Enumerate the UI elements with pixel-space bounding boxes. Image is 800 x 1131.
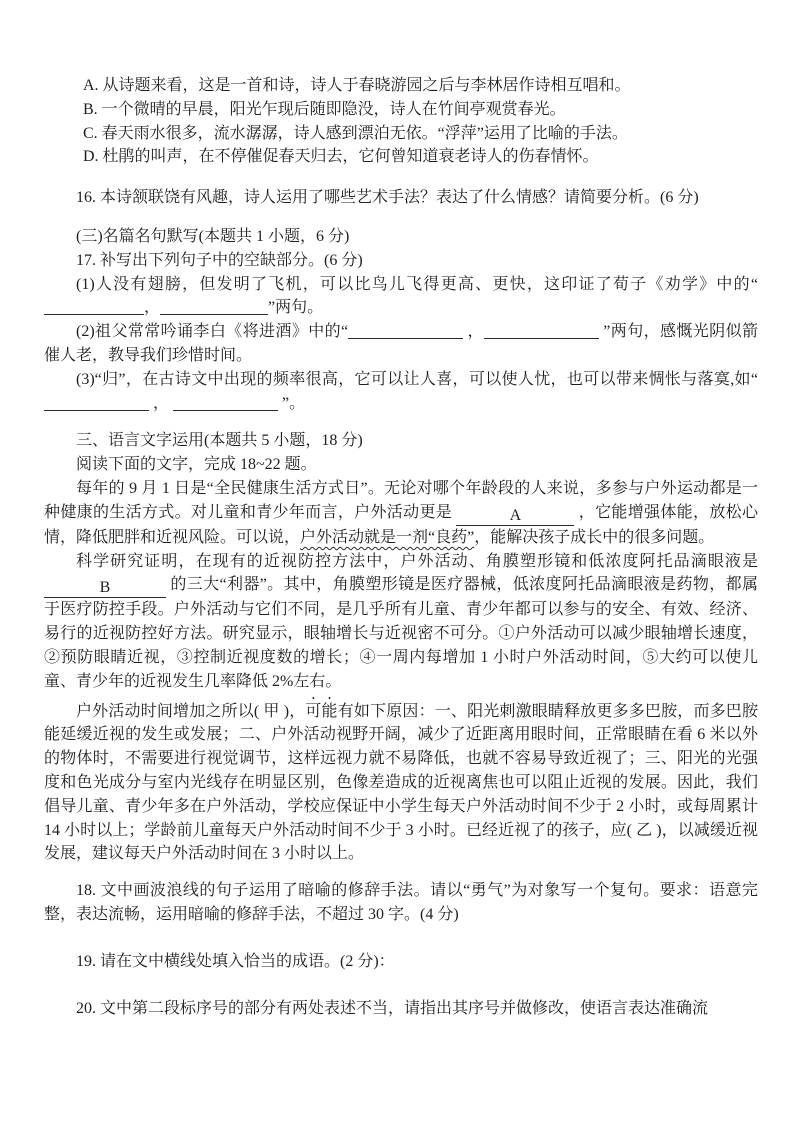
text-segment: 20. 文中第二段标序号的部分有两处表述不当，请指出其序号并做修改，使语言表达准确流 bbox=[76, 999, 709, 1017]
text-segment: (1)人没有翅膀，但发明了飞机，可以比鸟儿飞得更高、更快，这印证了荀子《劝学》中的“ bbox=[76, 275, 758, 293]
text-segment: D. 杜鹃的叫声，在不停催促春天归去，它何曾知道衰老诗人的伤春情怀。 bbox=[83, 148, 599, 166]
blank-17-3a bbox=[44, 392, 149, 411]
emphasized-keneng: 可能 bbox=[305, 702, 338, 720]
passage-para-2 bbox=[44, 550, 762, 694]
question-16 bbox=[44, 186, 758, 210]
blank-17-3b bbox=[173, 392, 278, 411]
text-segment: ， bbox=[149, 394, 174, 412]
question-19 bbox=[44, 950, 758, 974]
q17-item-3 bbox=[44, 368, 762, 416]
section-heading-yuyan-wenzi bbox=[44, 429, 758, 453]
document-body bbox=[44, 74, 762, 1020]
text-segment: 16. 本诗颔联饶有风趣，诗人运用了哪些艺术手法？表达了什么情感？请简要分析。(6 分) bbox=[76, 189, 699, 207]
reading-instruction bbox=[44, 453, 758, 477]
q17-item-2 bbox=[44, 320, 758, 368]
text-segment: ， bbox=[144, 299, 161, 317]
text-segment: A. 从诗题来看，这是一首和诗，诗人于春晓游园之后与李林居作诗相互唱和。 bbox=[83, 77, 631, 94]
question-18 bbox=[44, 879, 758, 927]
text-segment: 18. 文中画波浪线的句子运用了暗喻的修辞手法。请以“勇气”为对象写一个复句。要求：语意完整，表达流畅，运用暗喻的修辞手法，不超过 30 字。(4 分) bbox=[44, 882, 758, 923]
text-segment: ，它能增强体能，放松心情，降低肥胖和近视风险。可以说， bbox=[44, 503, 758, 546]
text-segment: (2)祖父常常吟诵李白《将进酒》中的“ bbox=[76, 323, 349, 341]
passage-para-3 bbox=[44, 694, 762, 867]
blank-17-2b bbox=[484, 320, 599, 339]
q17-item-1 bbox=[44, 273, 758, 321]
text-segment: ， bbox=[463, 323, 484, 341]
text-segment: 科学研究证明，在现有的近视防控方法中，户外活动、角膜塑形镜和低浓度阿托品滴眼液是 bbox=[76, 552, 762, 570]
blank-17-1b bbox=[160, 296, 268, 315]
text-segment: 有如下原因：一、阳光刺激眼睛释放更多多巴胺，而多巴胺能延缓近视的发生或发展；二、户外活动视野开阔，减少了近距离用眼时间，正常眼睛在看 6 米以外的物体时，不需要进行视觉调节，这样远视力就不易降低，也就不容易导致近视了；三、阳光的光强度和色光成分与室内光线存在明显区别，色像差造成的近视离焦也可以阻止近视的发展。因此，我们倡导儿童、青少年多在户外活动，学校应保证中小学生每天户外活动时间不少于 2 小时，或每周累计 14 小时以上；学龄前儿童每天户外活动时间不少于 3 小时。已经近视了的孩子，应( 乙 )，以减缓近视发展，建议每天户外活动时间在 3 小时以上。 bbox=[44, 702, 762, 863]
text-segment: (三)名篇名句默写(本题共 1 小题，6 分) bbox=[76, 227, 350, 245]
text-segment: 阅读下面的文字，完成 18~22 题。 bbox=[76, 456, 317, 474]
blank-a: A bbox=[456, 507, 574, 526]
option-a bbox=[83, 74, 758, 98]
blank-b: B bbox=[44, 579, 166, 598]
text-segment: C. 春天雨水很多，流水潺潺，诗人感到漂泊无依。“浮萍”运用了比喻的手法。 bbox=[83, 124, 628, 142]
text-segment: 17. 补写出下列句子中的空缺部分。(6 分) bbox=[76, 251, 363, 269]
section-heading-mingpian-moxie bbox=[44, 225, 758, 249]
text-segment: B. 一个微晴的早晨，阳光乍现后随即隐没，诗人在竹间亭观赏春光。 bbox=[83, 100, 566, 118]
blank-17-2a bbox=[348, 320, 463, 339]
text-segment: 每年的 9 月 1 日是“全民健康生活方式日”。无论对哪个年龄段的人来说，多参与户外运动都是一种健康的生活方式。对儿童和青少年而言，户外活动更是 bbox=[44, 479, 758, 521]
option-d bbox=[83, 145, 758, 169]
wavy-underlined-sentence: 户外活动就是一剂“良药” bbox=[300, 528, 475, 546]
option-b bbox=[83, 98, 758, 122]
text-segment: ”两句，感慨光阴似箭催人老，教导我们珍惜时间。 bbox=[44, 323, 758, 364]
question-20 bbox=[44, 997, 758, 1021]
text-segment: 户外活动时间增加之所以( 甲 )， bbox=[76, 702, 306, 720]
text-segment: ”。 bbox=[278, 394, 306, 412]
text-segment: 19. 请在文中横线处填入恰当的成语。(2 分)： bbox=[76, 952, 395, 970]
text-segment: 的三大“利器”。其中，角膜塑形镜是医疗器械，低浓度阿托品滴眼液是药物，都属于医疗防控手段。户外活动与它们不同，是几乎所有儿童、青少年都可以参与的安全、有效、经济、易行的近视防控好方法。研究显示，眼轴增长与近视密不可分。①户外活动可以减少眼轴增长速度，②预防眼睛近视，③控制近视度数的增长；④一周内每增加 1 小时户外活动时间，⑤大约可以使儿童、青少年的近视发生几率降低 2%左右。 bbox=[44, 576, 758, 690]
blank-17-1a bbox=[44, 296, 144, 315]
text-segment: (3)“归”，在古诗文中出现的频率很高，它可以让人喜，可以使人忧，也可以带来惆怅与落寞,如“ bbox=[76, 370, 762, 388]
question-17 bbox=[44, 249, 758, 273]
text-segment: ”两句。 bbox=[268, 299, 324, 317]
text-segment: ，能解决孩子成长中的很多问题。 bbox=[474, 528, 715, 546]
passage-para-1 bbox=[44, 477, 758, 550]
text-segment: 三、语言文字运用(本题共 5 小题，18 分) bbox=[76, 432, 363, 450]
option-c bbox=[83, 122, 758, 146]
